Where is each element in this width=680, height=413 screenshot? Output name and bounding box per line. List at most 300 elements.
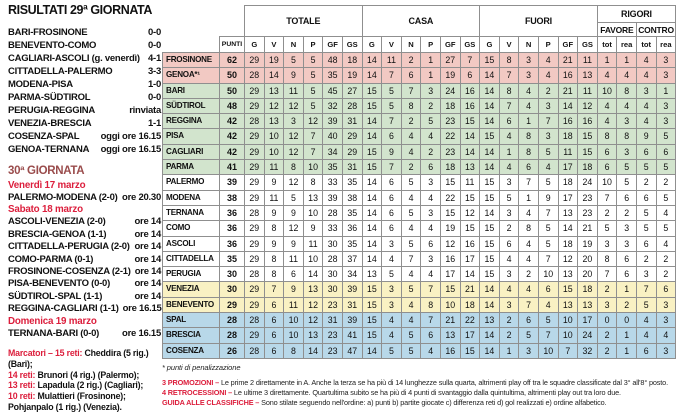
standings-tbody [163, 53, 676, 359]
stat-value: 14 [460, 129, 480, 144]
stat-value: 1 [519, 190, 539, 205]
stat-value: 5 [538, 144, 558, 159]
team-name: PALERMO [163, 175, 220, 190]
stat-value: 5 [382, 267, 402, 282]
stat-value: 10 [284, 313, 304, 328]
stat-value: 14 [362, 221, 382, 236]
stat-value: 36 [342, 221, 362, 236]
stat-value: 15 [578, 144, 598, 159]
stat-value: 14 [362, 251, 382, 266]
stat-value: 4 [421, 267, 441, 282]
stat-value: 7 [597, 190, 617, 205]
rules-note-label: 3 PROMOZIONI – [162, 377, 220, 387]
stat-value: 7 [382, 160, 402, 175]
stat-value: 3 [656, 53, 676, 68]
stat-value: 6 [519, 313, 539, 328]
stat-value: 3 [421, 175, 441, 190]
stat-value: 2 [499, 221, 519, 236]
stat-value: 35 [342, 236, 362, 251]
result-row [8, 78, 161, 91]
stat-value: 6 [597, 160, 617, 175]
stat-value: 12 [303, 297, 323, 312]
fixture-match-name: BRESCIA-GENOA (1-1) [8, 228, 107, 240]
stat-value: 4 [519, 83, 539, 98]
stat-value: 1 [519, 114, 539, 129]
stat-value: 18 [342, 53, 362, 68]
stat-value: 3 [656, 297, 676, 312]
stat-value: 3 [499, 297, 519, 312]
stat-value: 12 [264, 98, 284, 113]
standings-row [163, 144, 676, 159]
stat-value: 7 [264, 282, 284, 297]
stat-value: 12 [303, 114, 323, 129]
stat-value: 4 [538, 68, 558, 83]
stat-value: 4 [519, 251, 539, 266]
scorer-goals-count: 14 reti: [8, 369, 38, 380]
stat-value: 29 [245, 221, 265, 236]
stat-value: 35 [342, 205, 362, 220]
stat-value: 21 [558, 53, 578, 68]
stat-value: 4 [636, 53, 656, 68]
stat-value: 15 [362, 83, 382, 98]
stat-value: 17 [558, 190, 578, 205]
stat-value: 15 [440, 205, 460, 220]
stat-value: 7 [303, 129, 323, 144]
stat-value: 15 [362, 297, 382, 312]
stat-value: 14 [480, 328, 500, 343]
stat-value: 23 [440, 144, 460, 159]
stat-col-header: G [362, 37, 382, 53]
standings-cols-row [163, 37, 676, 53]
rules-note-text: Le ultime 3 direttamente. Quartultima subito se ha più di 4 punti di svantaggio dalla quintultima, altrimenti play out tra loro due. [232, 387, 621, 397]
stat-value: 5 [656, 221, 676, 236]
stat-value: 22 [460, 313, 480, 328]
stat-value: 9 [303, 221, 323, 236]
stat-value: 4 [617, 68, 637, 83]
stat-value: 5 [538, 175, 558, 190]
stat-value: 29 [342, 144, 362, 159]
stat-value: 3 [499, 175, 519, 190]
rules-note-label: 4 RETROCESSIONI – [162, 387, 233, 397]
stat-value: 15 [480, 251, 500, 266]
standings-row [163, 328, 676, 343]
stat-value: 5 [636, 160, 656, 175]
stat-value: 4 [382, 251, 402, 266]
stat-value: 5 [401, 175, 421, 190]
stat-col-header: GS [342, 37, 362, 53]
scorer-entry [8, 380, 161, 391]
stat-value: 7 [538, 328, 558, 343]
stat-value: 15 [460, 114, 480, 129]
result-row [8, 91, 161, 104]
result-match-name: BARI-FROSINONE [8, 27, 88, 38]
stat-value: 6 [382, 205, 402, 220]
fixture-row [8, 241, 161, 253]
stat-value: 5 [636, 205, 656, 220]
stat-value: 9 [284, 236, 304, 251]
stat-col-header: N [401, 37, 421, 53]
stat-value: 4 [636, 68, 656, 83]
stat-value: 14 [362, 175, 382, 190]
next-round-title: 30ª GIORNATA [8, 165, 85, 177]
stat-value: 6 [382, 129, 402, 144]
stat-value: 6 [617, 251, 637, 266]
stat-value: 10 [303, 205, 323, 220]
stat-value: 15 [480, 53, 500, 68]
stat-value: 4 [538, 53, 558, 68]
stat-value: 16 [460, 83, 480, 98]
stat-value: 4 [421, 343, 441, 358]
stat-value: 15 [440, 282, 460, 297]
scorer-names: Mulattieri (Frosinone); Pohjanpalo (1 rig.) (Venezia). [8, 391, 126, 413]
stat-value: 6 [499, 114, 519, 129]
fixture-row [8, 291, 161, 303]
stat-value: 5 [401, 282, 421, 297]
stat-value: 24 [578, 175, 598, 190]
fixture-match-name: COMO-PARMA (0-1) [8, 253, 94, 265]
result-score: 0-0 [148, 27, 161, 38]
result-score: 1-1 [148, 118, 161, 129]
fixture-match-name: SÜDTIROL-SPAL (1-1) [8, 290, 103, 302]
stat-value: 11 [284, 83, 304, 98]
stat-value: 3 [617, 236, 637, 251]
fixture-match-name: PISA-BENEVENTO (0-0) [8, 278, 110, 290]
stat-value: 16 [558, 68, 578, 83]
stat-value: 4 [499, 251, 519, 266]
stat-col-header: P [538, 37, 558, 53]
stat-value: 28 [245, 114, 265, 129]
stat-value: 3 [656, 68, 676, 83]
stat-value: 29 [245, 297, 265, 312]
stat-value: 14 [480, 343, 500, 358]
stat-value: 6 [382, 175, 402, 190]
stat-value: 15 [362, 98, 382, 113]
stat-value: 2 [421, 98, 441, 113]
points-value: 28 [220, 313, 245, 328]
stat-value: 4 [421, 221, 441, 236]
stat-value: 4 [519, 98, 539, 113]
stat-value: 2 [597, 282, 617, 297]
team-name: MODENA [163, 190, 220, 205]
stat-value: 5 [617, 160, 637, 175]
result-match-name: CITTADELLA-PALERMO [8, 66, 113, 77]
stat-value: 5 [284, 53, 304, 68]
stat-value: 9 [284, 282, 304, 297]
stat-value: 5 [656, 190, 676, 205]
fixture-time: ore 14 [134, 266, 162, 278]
stat-value: 8 [519, 129, 539, 144]
stat-value: 7 [519, 297, 539, 312]
stat-value: 15 [578, 129, 598, 144]
stat-value: 6 [617, 267, 637, 282]
stat-value: 13 [440, 328, 460, 343]
stat-value: 14 [362, 190, 382, 205]
stat-value: 2 [656, 175, 676, 190]
stat-value: 34 [342, 267, 362, 282]
stat-value: 18 [578, 282, 598, 297]
scorers [8, 348, 161, 413]
result-score: rinviata [129, 105, 161, 116]
rules-note [162, 388, 678, 398]
stat-value: 29 [245, 175, 265, 190]
stat-value: 15 [558, 282, 578, 297]
stat-value: 39 [342, 313, 362, 328]
stat-value: 2 [421, 144, 441, 159]
stat-value: 12 [284, 221, 304, 236]
stat-value: 18 [558, 236, 578, 251]
stat-value: 3 [597, 297, 617, 312]
stat-value: 2 [617, 297, 637, 312]
stat-value: 11 [264, 160, 284, 175]
penalty-footnote: * punti di penalizzazione [162, 362, 241, 372]
stat-value: 4 [401, 313, 421, 328]
stat-value: 2 [636, 175, 656, 190]
stat-value: 41 [342, 328, 362, 343]
scorer-goals-count: 10 reti: [8, 391, 38, 402]
stat-value: 10 [538, 267, 558, 282]
stat-value: 8 [401, 98, 421, 113]
stat-value: 7 [558, 343, 578, 358]
stat-value: 2 [499, 313, 519, 328]
standings-row [163, 236, 676, 251]
stat-value: 16 [440, 343, 460, 358]
stat-value: 7 [499, 98, 519, 113]
stat-value: 10 [264, 129, 284, 144]
stat-value: 1 [421, 53, 441, 68]
stat-value: 11 [264, 190, 284, 205]
stat-value: 14 [480, 144, 500, 159]
stat-value: 9 [284, 205, 304, 220]
stat-col-header: P [303, 37, 323, 53]
stat-value: 11 [578, 53, 598, 68]
fixture-row [8, 266, 161, 278]
stat-value: 2 [597, 328, 617, 343]
stat-value: 12 [558, 251, 578, 266]
stat-value: 12 [284, 98, 304, 113]
stat-value: 3 [617, 144, 637, 159]
team-name: SPAL [163, 313, 220, 328]
points-value: 42 [220, 144, 245, 159]
header-totale: TOTALE [245, 6, 363, 37]
stat-value: 14 [362, 343, 382, 358]
stat-value: 11 [460, 175, 480, 190]
stat-value: 4 [499, 282, 519, 297]
stat-value: 7 [401, 251, 421, 266]
stat-value: 5 [382, 343, 402, 358]
team-name: CAGLIARI [163, 144, 220, 159]
stat-value: 6 [636, 190, 656, 205]
stat-value: 2 [401, 160, 421, 175]
stat-value: 28 [245, 205, 265, 220]
stat-value: 21 [558, 83, 578, 98]
result-match-name: VENEZIA-BRESCIA [8, 118, 92, 129]
stat-value: 13 [578, 68, 598, 83]
stat-value: 5 [538, 313, 558, 328]
stat-value: 28 [245, 68, 265, 83]
stat-value: 3 [538, 129, 558, 144]
stat-value: 28 [245, 267, 265, 282]
matchday-date: Sabato 18 marzo [8, 204, 83, 216]
stat-value: 15 [480, 236, 500, 251]
stat-value: 8 [303, 175, 323, 190]
stat-value: 3 [519, 343, 539, 358]
stat-value: 13 [460, 160, 480, 175]
stat-value: 11 [284, 297, 304, 312]
stat-value: 5 [401, 205, 421, 220]
scorer-goals-count: 15 reti: [54, 348, 85, 359]
stat-value: 2 [597, 343, 617, 358]
stat-value: 17 [460, 328, 480, 343]
stat-value: 3 [656, 313, 676, 328]
team-name: TERNANA [163, 205, 220, 220]
stat-value: 32 [323, 98, 343, 113]
standings-row [163, 190, 676, 205]
stat-value: 23 [578, 190, 598, 205]
scorer-names: Cheddira (5 rig.) (Bari); [8, 348, 149, 369]
standings-row [163, 282, 676, 297]
stat-value: 4 [617, 98, 637, 113]
standings-row [163, 313, 676, 328]
team-name: VENEZIA [163, 282, 220, 297]
stat-col-header: V [499, 37, 519, 53]
stat-value: 15 [480, 129, 500, 144]
result-row [8, 117, 161, 130]
stat-value: 14 [480, 98, 500, 113]
stat-value: 2 [499, 328, 519, 343]
standings-row [163, 205, 676, 220]
stat-value: 37 [342, 251, 362, 266]
stat-value: 6 [519, 160, 539, 175]
stat-value: 4 [538, 297, 558, 312]
stat-value: 8 [499, 83, 519, 98]
stat-value: 18 [440, 160, 460, 175]
stat-value: 39 [342, 282, 362, 297]
fixture-match-name: TERNANA-BARI (0-0) [8, 327, 100, 339]
stat-value: 5 [382, 98, 402, 113]
stat-value: 4 [656, 236, 676, 251]
stat-value: 29 [245, 328, 265, 343]
stat-col-header: P [421, 37, 441, 53]
stat-value: 3 [382, 236, 402, 251]
rules-note-text: Sono stilate seguendo nell'ordine: a) punti b) partite giocate c) differenza reti d) gol realizzati e) ordine alfabetico. [259, 397, 607, 407]
stat-value: 3 [499, 267, 519, 282]
stat-value: 6 [382, 221, 402, 236]
stat-value: 45 [323, 83, 343, 98]
stat-value: 4 [597, 98, 617, 113]
stat-value: 14 [303, 267, 323, 282]
standings-row [163, 343, 676, 358]
rules-notes [162, 378, 678, 407]
team-name: BENEVENTO [163, 297, 220, 312]
stat-value: 11 [382, 53, 402, 68]
points-value: 48 [220, 98, 245, 113]
stat-value: 0 [617, 313, 637, 328]
stat-value: 6 [656, 144, 676, 159]
result-row [8, 39, 161, 52]
stat-value: 18 [578, 160, 598, 175]
stat-value: 3 [421, 251, 441, 266]
stat-value: 27 [440, 53, 460, 68]
points-value: 36 [220, 236, 245, 251]
stat-value: 4 [499, 160, 519, 175]
stat-value: 22 [440, 129, 460, 144]
stat-value: 5 [656, 160, 676, 175]
stat-value: 6 [264, 328, 284, 343]
fixture-time: ore 14 [134, 278, 161, 290]
stat-value: 4 [401, 190, 421, 205]
points-value: 39 [220, 175, 245, 190]
stat-value: 10 [558, 328, 578, 343]
fixture-time: ore 14 [134, 228, 161, 240]
team-name: COSENZA [163, 343, 220, 358]
stat-value: 28 [245, 343, 265, 358]
stat-value: 18 [440, 98, 460, 113]
stat-value: 14 [264, 68, 284, 83]
fixture-match-name: CITTADELLA-PERUGIA (2-0) [8, 241, 130, 253]
scorer-entry [8, 370, 161, 381]
stat-value: 39 [323, 190, 343, 205]
standings-row [163, 267, 676, 282]
stat-value: 5 [284, 190, 304, 205]
stat-value: 6 [617, 190, 637, 205]
standings-row [163, 221, 676, 236]
stat-value: 7 [401, 83, 421, 98]
rules-note-label: GUIDA ALLE CLASSIFICHE – [162, 397, 260, 407]
points-value: 26 [220, 343, 245, 358]
stat-value: 23 [440, 114, 460, 129]
stat-value: 4 [636, 98, 656, 113]
team-name: PERUGIA [163, 267, 220, 282]
standings-row [163, 129, 676, 144]
stat-value: 14 [480, 282, 500, 297]
stat-value: 29 [245, 160, 265, 175]
stat-value: 10 [264, 144, 284, 159]
stat-value: 4 [636, 114, 656, 129]
stat-value: 2 [656, 251, 676, 266]
stat-value: 3 [519, 53, 539, 68]
stat-value: 15 [362, 313, 382, 328]
stat-value: 14 [362, 114, 382, 129]
stat-value: 17 [558, 160, 578, 175]
stat-value: 4 [499, 129, 519, 144]
stat-col-header: rea [656, 37, 676, 53]
stat-value: 23 [578, 205, 598, 220]
stat-value: 10 [303, 251, 323, 266]
stat-value: 5 [519, 328, 539, 343]
result-score: oggi ore 16.15 [100, 144, 161, 155]
stat-col-header: GF [558, 37, 578, 53]
stat-col-header: N [284, 37, 304, 53]
stat-value: 16 [440, 251, 460, 266]
stat-col-header: N [519, 37, 539, 53]
stat-value: 5 [636, 221, 656, 236]
stat-value: 6 [264, 343, 284, 358]
stat-value: 14 [362, 205, 382, 220]
stat-value: 14 [558, 221, 578, 236]
stat-value: 1 [499, 144, 519, 159]
stat-value: 2 [656, 267, 676, 282]
stat-value: 3 [617, 221, 637, 236]
stat-value: 14 [480, 205, 500, 220]
result-match-name: MODENA-PISA [8, 79, 73, 90]
stat-value: 31 [323, 313, 343, 328]
matchday-date: Domenica 19 marzo [8, 315, 97, 327]
stat-value: 14 [480, 114, 500, 129]
stat-value: 3 [636, 267, 656, 282]
stat-value: 8 [284, 160, 304, 175]
stat-value: 13 [480, 313, 500, 328]
result-score: 0-0 [148, 40, 161, 51]
